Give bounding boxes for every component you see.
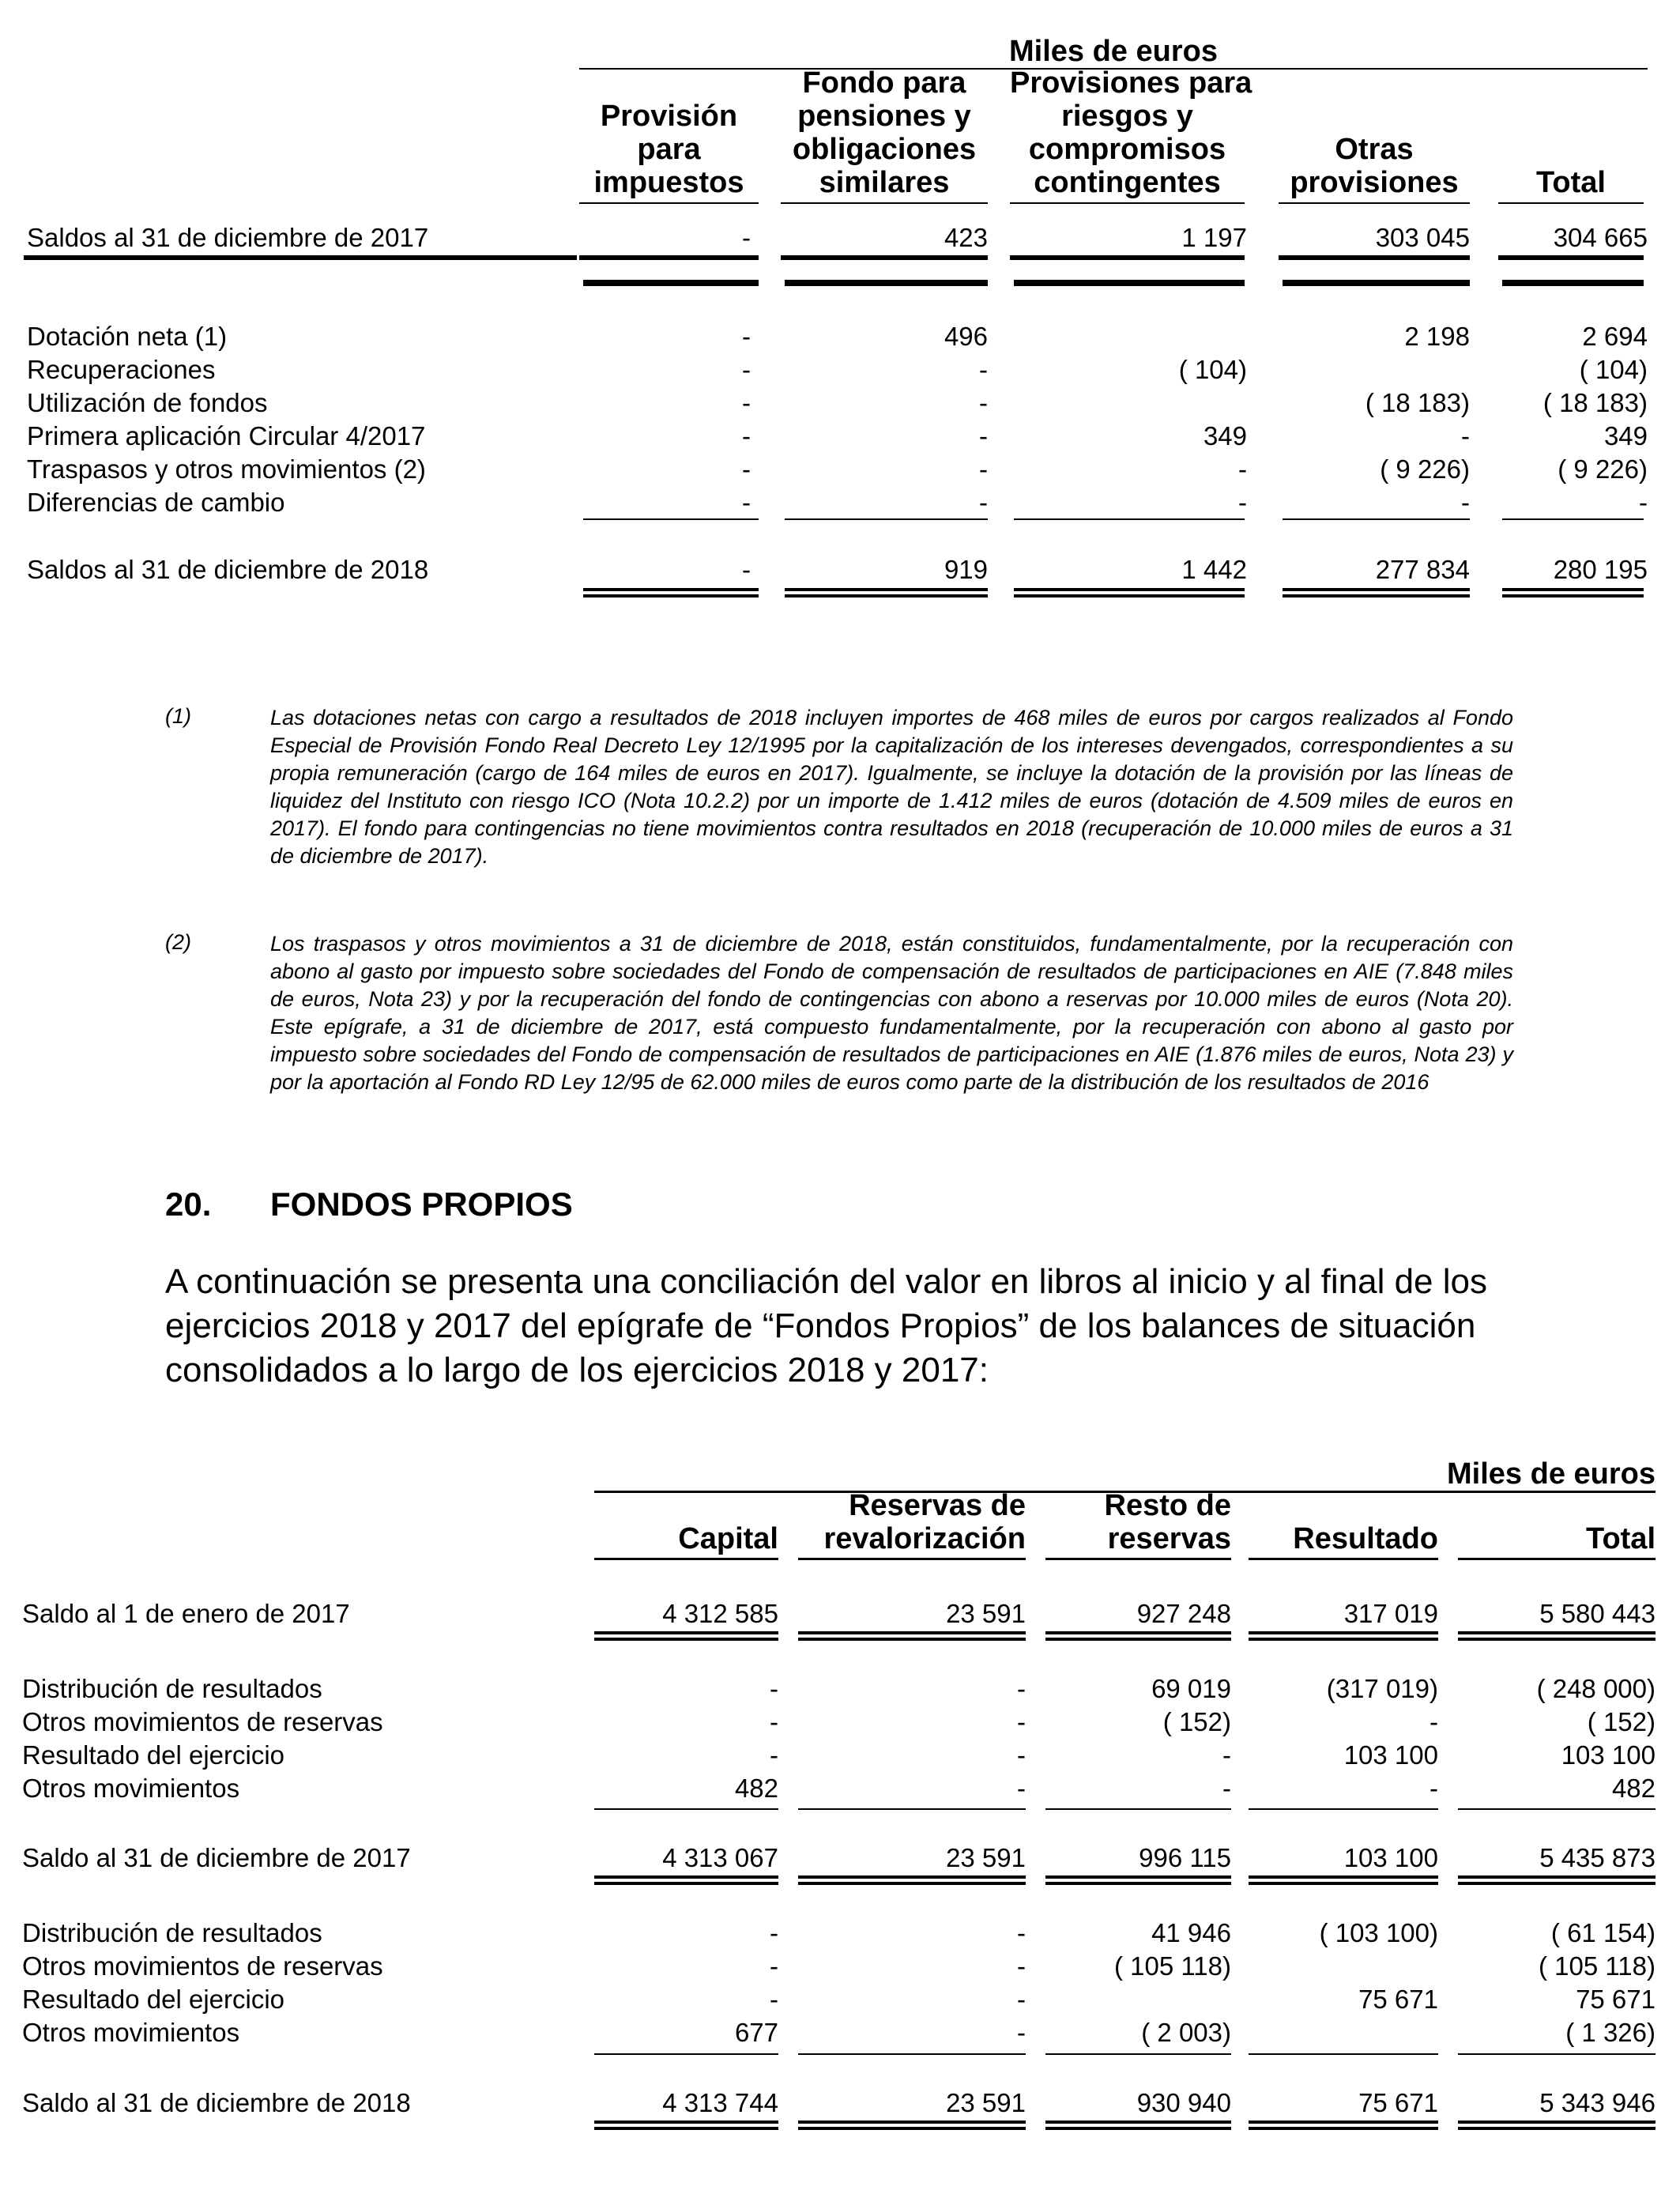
table2-mid-row-value: 23 591 (946, 1843, 1026, 1872)
table2-row-label: Otros movimientos (22, 2018, 240, 2047)
table2-block1-rule (798, 1808, 1026, 1810)
table1-row-label: Diferencias de cambio (27, 488, 285, 517)
table2-block2-rule (1045, 2053, 1231, 2055)
table2-col-header-rule (1249, 1558, 1438, 1560)
table1-opening-underline (1498, 255, 1644, 260)
table2-closing-row-value: 23 591 (946, 2088, 1026, 2117)
table1-closing-double-rule (785, 594, 988, 598)
table1-subtotal-rule (1283, 518, 1470, 520)
table2-row-value: - (1017, 1740, 1026, 1770)
table2-opening-double-rule (1045, 1631, 1231, 1634)
table1-row-value: 496 (944, 322, 988, 351)
table1-closing-row-value: 277 834 (1375, 555, 1470, 584)
table1-col-header: Fondo para (802, 66, 966, 100)
table2-row-value: - (1017, 1985, 1026, 2014)
table1-double-rule (1502, 280, 1644, 286)
table1-double-rule (1014, 280, 1245, 286)
table2-row-value: 677 (734, 2018, 778, 2047)
table2-opening-double-rule (1458, 1638, 1656, 1641)
table2-opening-double-rule (1458, 1631, 1656, 1634)
table1-opening-row-value: 1 197 (1181, 223, 1247, 252)
table1-col-header: similares (819, 166, 950, 199)
table2-opening-double-rule (594, 1631, 778, 1634)
table1-row-label: Primera aplicación Circular 4/2017 (27, 421, 426, 450)
table1-row-value: ( 9 226) (1558, 454, 1648, 484)
table1-closing-double-rule (583, 588, 759, 591)
table1-row-value: - (1238, 488, 1247, 517)
table2-mid-double-rule (1045, 1882, 1231, 1885)
table2-opening-double-rule (798, 1631, 1026, 1634)
table2-mid-double-rule (798, 1875, 1026, 1879)
table2-closing-row-value: 5 343 946 (1539, 2088, 1656, 2117)
table2-block1-rule (594, 1808, 778, 1810)
table2-block1-rule (1458, 1808, 1656, 1810)
table1-col-header: compromisos (1028, 133, 1226, 166)
table1-col-header: Provisión (600, 100, 738, 133)
table2-row-label: Otros movimientos de reservas (22, 1707, 383, 1736)
table1-col-header: impuestos (593, 166, 744, 199)
table2-opening-double-rule (594, 1638, 778, 1641)
table2-mid-double-rule (1458, 1882, 1656, 1885)
table1-closing-double-rule (785, 588, 988, 591)
section-number: 20. (165, 1186, 212, 1223)
table1-opening-row-label: Saldos al 31 de diciembre de 2017 (27, 223, 429, 252)
table1-row-label: Recuperaciones (27, 355, 216, 384)
table2-block2-rule (1249, 2053, 1438, 2055)
table1-col-header-rule (579, 202, 759, 204)
table1-opening-row-value: 303 045 (1375, 223, 1470, 252)
table2-mid-row-value: 996 115 (1139, 1843, 1231, 1872)
table2-row-value: - (1430, 1707, 1438, 1736)
table1-col-header: obligaciones (792, 133, 977, 166)
table2-closing-double-rule (594, 2120, 778, 2124)
table2-col-header-rule (1458, 1558, 1656, 1560)
table1-row-value: 349 (1603, 421, 1648, 450)
table2-mid-row-value: 103 100 (1343, 1843, 1438, 1872)
table2-closing-row-label: Saldo al 31 de diciembre de 2018 (22, 2088, 411, 2117)
table2-row-value: ( 105 118) (1539, 1951, 1656, 1981)
table2-row-value: ( 152) (1162, 1707, 1231, 1736)
table2-closing-row-value: 930 940 (1136, 2088, 1231, 2117)
table2-mid-double-rule (1458, 1875, 1656, 1879)
table2-col-header: Reservas de (849, 1489, 1026, 1522)
table1-row-value: ( 18 183) (1543, 388, 1648, 417)
table1-closing-row-value: - (742, 555, 751, 584)
table1-group-header: Miles de euros (1009, 35, 1218, 68)
table1-col-header: provisiones (1290, 166, 1459, 199)
table2-row-value: - (1222, 1774, 1231, 1803)
table1-closing-row-label: Saldos al 31 de diciembre de 2018 (27, 555, 429, 584)
table1-col-header-rule (1010, 202, 1245, 204)
table2-row-value: 75 671 (1576, 1985, 1656, 2014)
table2-group-header: Miles de euros (1447, 1457, 1656, 1491)
table2-mid-row-value: 5 435 873 (1539, 1843, 1656, 1872)
table2-row-value: - (1017, 1951, 1026, 1981)
table2-row-value: - (770, 1985, 778, 2014)
table2-closing-double-rule (594, 2127, 778, 2130)
table2-row-label: Otros movimientos (22, 1774, 240, 1803)
table1-row-label: Dotación neta (1) (27, 322, 228, 351)
table2-closing-double-rule (1045, 2120, 1231, 2124)
table1-subtotal-rule (1502, 518, 1644, 520)
table1-row-value: ( 104) (1579, 355, 1648, 384)
table2-row-value: - (1017, 1774, 1026, 1803)
table2-closing-double-rule (1045, 2127, 1231, 2130)
table2-row-value: ( 152) (1587, 1707, 1656, 1736)
table2-row-value: ( 103 100) (1319, 1918, 1438, 1947)
table1-row-value: - (1639, 488, 1648, 517)
table2-row-value: - (1017, 2018, 1026, 2047)
table2-closing-double-rule (1458, 2127, 1656, 2130)
table1-closing-double-rule (1502, 594, 1644, 598)
table1-row-label: Traspasos y otros movimientos (2) (27, 454, 426, 484)
table2-row-value: ( 2 003) (1141, 2018, 1231, 2047)
table1-row-value: - (979, 355, 988, 384)
table2-row-value: - (1017, 1918, 1026, 1947)
table2-col-header-rule (798, 1558, 1026, 1560)
table2-row-value: (317 019) (1326, 1674, 1438, 1703)
table1-col-header: Provisiones para (1010, 66, 1252, 100)
table2-col-header: reservas (1107, 1522, 1231, 1555)
table2-opening-row-value: 5 580 443 (1539, 1599, 1656, 1628)
table2-row-value: - (1017, 1707, 1026, 1736)
table1-row-value: - (742, 421, 751, 450)
table2-block1-rule (1045, 1808, 1231, 1810)
note-text: Los traspasos y otros movimientos a 31 de diciembre de 2018, están constituidos, fundamentalmente, por la recuperación con abono al gasto por impuesto sobre sociedades del Fondo de compensación de resultados de participaciones en AIE (7.848 miles de euros, Nota 23) y por la recuperación del fondo de contingencias con abono a reservas por 10.000 miles de euros (Nota 20). Este epígrafe, a 31 de diciembre de 2017, está compuesto fundamentalmente, por la recuperación con abono al gasto por impuesto sobre sociedades del Fondo de compensación de resultados de participaciones en AIE (1.876 miles de euros, Nota 23) y por la aportación al Fondo RD Ley 12/95 de 62.000 miles de euros como parte de la distribución de los resultados de 2016 (270, 932, 1513, 1094)
table1-col-header-rule (781, 202, 988, 204)
table2-block2-rule (798, 2053, 1026, 2055)
table2-closing-double-rule (1458, 2120, 1656, 2124)
table2-opening-double-rule (1045, 1638, 1231, 1641)
table2-row-value: ( 248 000) (1536, 1674, 1656, 1703)
table1-col-header: Otras (1335, 133, 1414, 166)
table1-opening-underline (1010, 255, 1245, 260)
table2-opening-double-rule (798, 1638, 1026, 1641)
table1-closing-double-rule (583, 594, 759, 598)
table2-closing-double-rule (1249, 2127, 1438, 2130)
table2-col-header: Resultado (1293, 1522, 1438, 1555)
table1-row-value: 2 694 (1582, 322, 1648, 351)
table1-double-rule (785, 280, 988, 286)
table1-closing-double-rule (1502, 588, 1644, 591)
table2-col-header-rule (1045, 1558, 1231, 1560)
table1-subtotal-rule (583, 518, 759, 520)
table2-mid-double-rule (798, 1882, 1026, 1885)
table1-row-value: - (979, 388, 988, 417)
table2-row-label: Resultado del ejercicio (22, 1985, 285, 2014)
table1-row-label: Utilización de fondos (27, 388, 268, 417)
table2-opening-row-value: 927 248 (1136, 1599, 1231, 1628)
table2-mid-double-rule (1045, 1875, 1231, 1879)
table1-col-header: riesgos y (1061, 100, 1193, 133)
table2-closing-double-rule (798, 2120, 1026, 2124)
table1-row-value: ( 9 226) (1380, 454, 1470, 484)
table1-row-value: - (742, 488, 751, 517)
table2-opening-double-rule (1249, 1638, 1438, 1641)
table2-row-value: - (770, 1674, 778, 1703)
table1-closing-double-rule (1283, 588, 1470, 591)
table2-row-value: 103 100 (1343, 1740, 1438, 1770)
table2-mid-double-rule (1249, 1882, 1438, 1885)
table1-closing-double-rule (1283, 594, 1470, 598)
table2-mid-row-label: Saldo al 31 de diciembre de 2017 (22, 1843, 411, 1872)
table1-opening-row-value: - (742, 223, 751, 252)
table2-row-value: - (1017, 1674, 1026, 1703)
table1-row-value: ( 104) (1178, 355, 1247, 384)
table2-row-value: 482 (734, 1774, 778, 1803)
table2-mid-double-rule (594, 1882, 778, 1885)
table2-opening-row-value: 317 019 (1343, 1599, 1438, 1628)
table2-row-value: ( 61 154) (1550, 1918, 1656, 1947)
table2-row-label: Otros movimientos de reservas (22, 1951, 383, 1981)
table2-row-label: Distribución de resultados (22, 1918, 322, 1947)
table1-opening-row-value: 423 (944, 223, 988, 252)
table2-closing-double-rule (798, 2127, 1026, 2130)
table2-row-value: - (770, 1740, 778, 1770)
table2-closing-row-value: 75 671 (1358, 2088, 1438, 2117)
table2-row-value: 482 (1611, 1774, 1656, 1803)
table1-row-value: - (979, 454, 988, 484)
table2-opening-row-label: Saldo al 1 de enero de 2017 (22, 1599, 350, 1628)
table1-row-value: - (979, 488, 988, 517)
table2-opening-double-rule (1249, 1631, 1438, 1634)
table1-row-value: - (742, 388, 751, 417)
table2-closing-double-rule (1249, 2120, 1438, 2124)
note-text: Las dotaciones netas con cargo a resultados de 2018 incluyen importes de 468 miles de euros por cargos realizados al Fondo Especial de Provisión Fondo Real Decreto Ley 12/1995 por la capitalización de los intereses devengados, correspondientes a su propia remuneración (cargo de 164 miles de euros en 2017). Igualmente, se incluye la dotación de la provisión por las líneas de liquidez del Instituto con riesgo ICO (Nota 10.2.2) por un importe de 1.412 miles de euros (dotación de 4.509 miles de euros en 2017). El fondo para contingencias no tiene movimientos contra resultados en 2018 (recuperación de 10.000 miles de euros a 31 de diciembre de 2017). (270, 706, 1513, 868)
table1-row-value: - (979, 421, 988, 450)
table2-closing-row-value: 4 313 744 (662, 2088, 778, 2117)
table2-row-value: 41 946 (1151, 1918, 1231, 1947)
table2-mid-row-value: 4 313 067 (662, 1843, 778, 1872)
table1-closing-row-value: 919 (944, 555, 988, 584)
table2-row-label: Resultado del ejercicio (22, 1740, 285, 1770)
table1-row-value: - (742, 322, 751, 351)
table1-col-header: contingentes (1034, 166, 1221, 199)
table1-col-header: para (637, 133, 701, 166)
table2-row-value: - (1430, 1774, 1438, 1803)
table1-closing-row-value: 1 442 (1181, 555, 1247, 584)
table1-subtotal-rule (1014, 518, 1245, 520)
table1-row-value: - (1461, 488, 1470, 517)
section-title: FONDOS PROPIOS (270, 1186, 573, 1223)
table2-opening-row-value: 4 312 585 (662, 1599, 778, 1628)
intro-paragraph: A continuación se presenta una conciliación del valor en libros al inicio y al final de los ejercicios 2018 y 2017 del epígrafe de “Fondos Propios” de los balances de situación consolidados a lo largo de los ejercicios 2018 y 2017: (165, 1262, 1487, 1389)
table1-row-value: ( 18 183) (1365, 388, 1470, 417)
table2-col-header: Capital (678, 1522, 778, 1555)
table1-col-header: pensiones y (797, 100, 971, 133)
table2-row-value: ( 1 326) (1565, 2018, 1656, 2047)
table1-opening-underline (24, 255, 577, 260)
table2-row-value: 69 019 (1151, 1674, 1231, 1703)
table1-double-rule (583, 280, 759, 286)
table1-opening-row-value: 304 665 (1553, 223, 1648, 252)
table1-opening-underline (579, 255, 759, 260)
table1-opening-underline (781, 255, 988, 260)
table1-opening-underline (1279, 255, 1470, 260)
note-number: (2) (165, 930, 191, 954)
table2-row-label: Distribución de resultados (22, 1674, 322, 1703)
table1-row-value: 349 (1203, 421, 1247, 450)
table2-row-value: - (770, 1918, 778, 1947)
table1-row-value: - (1238, 454, 1247, 484)
table1-closing-double-rule (1014, 588, 1245, 591)
table2-row-value: 103 100 (1561, 1740, 1656, 1770)
table1-col-header: Total (1536, 166, 1606, 199)
table1-closing-double-rule (1014, 594, 1245, 598)
table2-col-header: revalorización (823, 1522, 1026, 1555)
table1-col-header-rule (1279, 202, 1470, 204)
table1-closing-row-value: 280 195 (1553, 555, 1648, 584)
table1-row-value: - (742, 454, 751, 484)
table2-row-value: - (770, 1707, 778, 1736)
table2-row-value: - (1222, 1740, 1231, 1770)
table2-block2-rule (594, 2053, 778, 2055)
table2-block2-rule (1458, 2053, 1656, 2055)
table2-opening-row-value: 23 591 (946, 1599, 1026, 1628)
table2-row-value: ( 105 118) (1114, 1951, 1231, 1981)
table2-row-value: 75 671 (1358, 1985, 1438, 2014)
table1-double-rule (1283, 280, 1470, 286)
table1-row-value: - (1461, 421, 1470, 450)
table2-col-header: Resto de (1104, 1489, 1231, 1522)
table2-col-header: Total (1586, 1522, 1656, 1555)
table2-mid-double-rule (594, 1875, 778, 1879)
table2-col-header-rule (594, 1558, 778, 1560)
table2-mid-double-rule (1249, 1875, 1438, 1879)
table1-col-header-rule (1498, 202, 1644, 204)
table1-row-value: 2 198 (1404, 322, 1470, 351)
note-number: (1) (165, 704, 191, 728)
table2-row-value: - (770, 1951, 778, 1981)
table2-block1-rule (1249, 1808, 1438, 1810)
table1-subtotal-rule (785, 518, 988, 520)
table1-row-value: - (742, 355, 751, 384)
